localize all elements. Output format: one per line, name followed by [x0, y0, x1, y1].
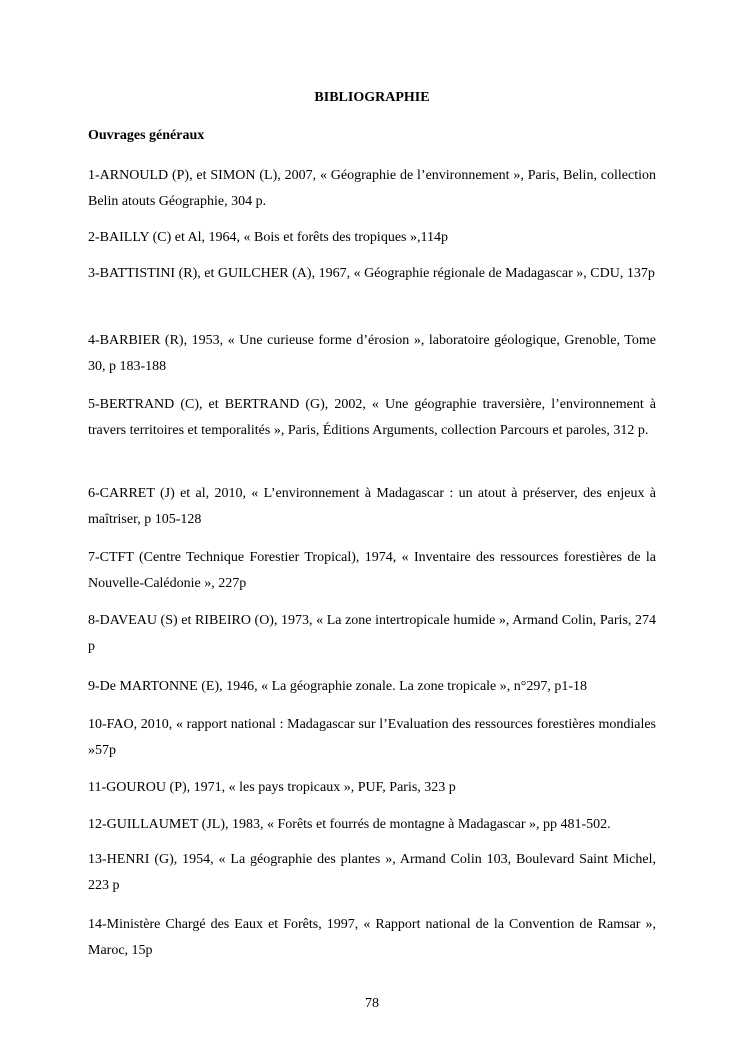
bibliography-entry-11: 11-GOUROU (P), 1971, « les pays tropicaux », PUF, Paris, 323 p: [88, 780, 456, 795]
bibliography-entry-12: 12-GUILLAUMET (JL), 1983, « Forêts et fourrés de montagne à Madagascar », pp 481-502.: [88, 817, 611, 832]
bibliography-entry-5: 5-BERTRAND (C), et BERTRAND (G), 2002, « Une géographie traversière, l’environnement à travers territoires et temporalités », Paris, Éditions Arguments, collection Parcours et paroles, 312 p.: [88, 397, 656, 438]
page-title: BIBLIOGRAPHIE: [314, 90, 430, 105]
bibliography-entry-13: 13-HENRI (G), 1954, « La géographie des plantes », Armand Colin 103, Boulevard Saint Michel, 223 p: [88, 852, 656, 893]
section-heading: Ouvrages généraux: [88, 128, 205, 143]
bibliography-entry-14: 14-Ministère Chargé des Eaux et Forêts, 1997, « Rapport national de la Convention de Ramsar », Maroc, 15p: [88, 917, 656, 958]
page-number: 78: [365, 996, 379, 1011]
bibliography-entry-9: 9-De MARTONNE (E), 1946, « La géographie zonale. La zone tropicale », n°297, p1-18: [88, 679, 588, 694]
bibliography-entry-1: 1-ARNOULD (P), et SIMON (L), 2007, « Géographie de l’environnement », Paris, Belin, collection Belin atouts Géographie, 304 p.: [88, 168, 656, 209]
bibliography-entry-10: 10-FAO, 2010, « rapport national : Madagascar sur l’Evaluation des ressources forestières mondiales »57p: [88, 717, 656, 758]
bibliography-entry-4: 4-BARBIER (R), 1953, « Une curieuse forme d’érosion », laboratoire géologique, Grenoble, Tome 30, p 183-188: [88, 333, 656, 374]
bibliography-entry-8: 8-DAVEAU (S) et RIBEIRO (O), 1973, « La zone intertropicale humide », Armand Colin, Paris, 274 p: [88, 613, 656, 654]
bibliography-entry-6: 6-CARRET (J) et al, 2010, « L’environnement à Madagascar : un atout à préserver, des enjeux à maîtriser, p 105-128: [88, 486, 656, 527]
bibliography-entry-7: 7-CTFT (Centre Technique Forestier Tropical), 1974, « Inventaire des ressources forestières de la Nouvelle-Calédonie », 227p: [88, 550, 656, 591]
bibliography-entry-2: 2-BAILLY (C) et Al, 1964, « Bois et forêts des tropiques »,114p: [88, 230, 448, 245]
bibliography-entry-3: 3-BATTISTINI (R), et GUILCHER (A), 1967, « Géographie régionale de Madagascar », CDU, 137p: [88, 266, 655, 281]
